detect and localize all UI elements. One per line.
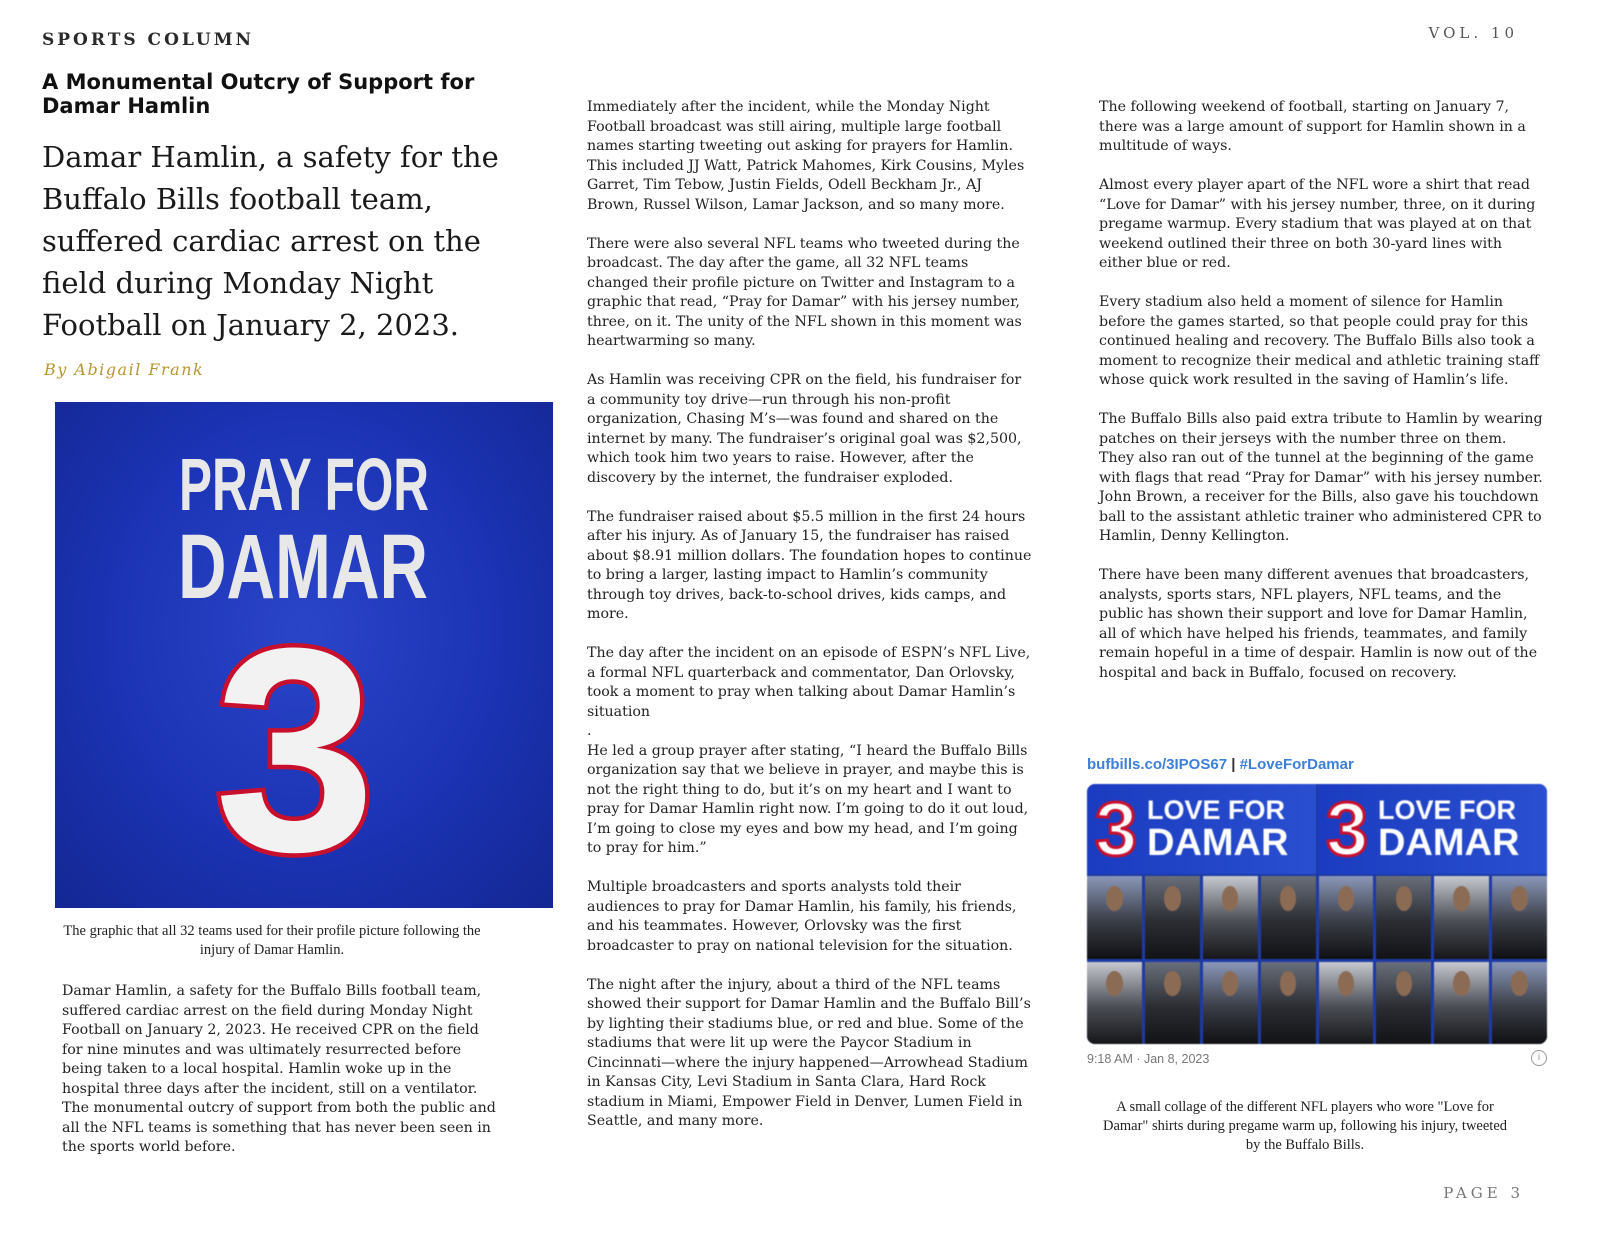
- player-photo: [1319, 876, 1374, 959]
- player-photo: [1087, 962, 1142, 1045]
- player-photo: [1203, 962, 1258, 1045]
- paragraph: The following weekend of football, starting on January 7, there was a large amount of support for Hamlin shown in a multitude of ways.: [1099, 99, 1526, 154]
- volume-number: VOL. 10: [1428, 24, 1518, 42]
- paragraph: As Hamlin was receiving CPR on the field, his fundraiser for a community toy drive—run through his non-profit organization, Chasing M’s—was found and shared on the internet by many. The fundraiser’s original goal was $2,500, which took him two years to raise. However, after the discovery by the internet, the fundraiser exploded.: [587, 372, 1022, 486]
- banner-line2: DAMAR: [1378, 822, 1520, 864]
- paragraph: Almost every player apart of the NFL wore a shirt that read “Love for Damar” with his jersey number, three, on it during pregame warmup. Every stadium that was played at on that weekend outlined their three on both 30-yard lines with either blue or red.: [1099, 177, 1536, 271]
- page-number: PAGE 3: [1443, 1184, 1524, 1202]
- tweet-caption: A small collage of the different NFL players who wore "Love for Damar" shirts during pregame warm up, following his injury, tweeted by the Buffalo Bills.: [1102, 1099, 1508, 1153]
- tweet-hashtag[interactable]: #LoveForDamar: [1239, 756, 1354, 773]
- article-headline: A Monumental Outcry of Support for Damar Hamlin: [42, 70, 475, 118]
- banner-line1: LOVE FOR: [1378, 795, 1517, 825]
- tweet-separator: |: [1231, 756, 1236, 773]
- graphic-line2: DAMAR: [178, 516, 428, 618]
- paragraph: There were also several NFL teams who tweeted during the broadcast. The day after the game, all 32 NFL teams changed their profile picture on Twitter and Instagram to a graphic that read, “Pray for Damar” with his jersey number, three, on it. The unity of the NFL shown in this moment was heartwarming so many.: [587, 235, 1022, 349]
- byline: By Abigail Frank: [44, 360, 205, 379]
- paragraph: The fundraiser raised about $5.5 million in the first 24 hours after his injury. As of January 15, the fundraiser has raised about $8.91 million dollars. The foundation hopes to continue to bring a larger, lasting impact to Hamlin’s community through toy drives, back-to-school drives, kids camps, and more.: [587, 508, 1032, 622]
- player-photo: [1434, 876, 1489, 959]
- banner-line1: LOVE FOR: [1147, 795, 1286, 825]
- love-for-damar-banner: [1318, 784, 1547, 874]
- tweet-link-line: [1087, 756, 1354, 773]
- love-for-damar-banner: [1087, 784, 1316, 874]
- right-column: [1099, 98, 1544, 703]
- player-collage-image: [1087, 784, 1547, 1044]
- tweet-link[interactable]: bufbills.co/3IPOS67: [1087, 756, 1228, 773]
- player-photo: [1376, 962, 1431, 1045]
- player-photo: [1145, 962, 1200, 1045]
- player-photo: [1319, 962, 1374, 1045]
- banner-text: [1147, 796, 1288, 862]
- tweet-timestamp: 9:18 AM · Jan 8, 2023: [1087, 1052, 1210, 1066]
- player-photo: [1376, 876, 1431, 959]
- banner-number: 3: [1326, 787, 1369, 872]
- embedded-tweet: [1087, 756, 1547, 1072]
- graphic-number: 3: [214, 588, 376, 908]
- player-photo: [1261, 962, 1316, 1045]
- graphic-caption: The graphic that all 32 teams used for their profile picture following the injury of Damar Hamlin.: [63, 923, 481, 958]
- paragraph: Immediately after the incident, while the Monday Night Football broadcast was still airing, multiple large football names starting tweeting out asking for prayers for Hamlin. This included JJ Watt, Patrick Mahomes, Kirk Cousins, Myles Garret, Tim Tebow, Justin Fields, Odell Beckham Jr., AJ Brown, Russel Wilson, Lamar Jackson, and so many more.: [587, 99, 1025, 213]
- paragraph: He led a group prayer after stating, “I heard the Buffalo Bills organization say that we believe in prayer, and maybe this is not the right thing to do, but it’s on my heart and I want to pray for Damar Hamlin right now. I’m going to do it out loud, I’m going to close my eyes and bow my head, and I’m going to pray for him.”: [587, 742, 1029, 856]
- section-label: SPORTS COLUMN: [42, 30, 255, 50]
- pray-for-damar-graphic: [55, 402, 553, 908]
- banner-text: [1378, 796, 1519, 862]
- player-photo: [1492, 876, 1547, 959]
- banner-number: 3: [1095, 787, 1138, 872]
- middle-column: [587, 98, 1032, 1151]
- article-deck: Damar Hamlin, a safety for the Buffalo Bills football team, suffered cardiac arrest on the field during Monday Night Football on January 2, 2023.: [42, 140, 499, 342]
- player-photo: [1434, 962, 1489, 1045]
- paragraph: The Buffalo Bills also paid extra tribute to Hamlin by wearing patches on their jerseys with the number three on them. They also ran out of the tunnel at the beginning of the game with flags that read “Pray for Damar” with his jersey number. John Brown, a receiver for the Bills, also gave his touchdown ball to the assistant athletic trainer who administered CPR to Hamlin, Denny Kellington.: [1099, 411, 1543, 544]
- paragraph: There have been many different avenues that broadcasters, analysts, sports stars, NFL players, NFL teams, and the public has shown their support and love for Damar Hamlin, all of which have helped his friends, teammates, and family remain hopeful in a time of despair. Hamlin is now out of the hospital and back in Buffalo, focused on recovery.: [1099, 567, 1538, 681]
- info-icon[interactable]: i: [1531, 1050, 1547, 1066]
- player-photo-grid: [1087, 876, 1547, 1044]
- paragraph: The day after the incident on an episode of ESPN’s NFL Live, a formal NFL quarterback and commentator, Dan Orlovsky, took a moment to pray when talking about Damar Hamlin’s situation: [587, 645, 1031, 720]
- paragraph: .: [587, 723, 592, 739]
- player-photo: [1261, 876, 1316, 959]
- player-photo: [1087, 876, 1142, 959]
- left-body-text: Damar Hamlin, a safety for the Buffalo Bills football team, suffered cardiac arrest on the field during Monday Night Football on January 2, 2023. He received CPR on the field for nine minutes and was ultimately resurrected before being taken to a local hospital. Hamlin woke up in the hospital three days after the incident, still on a ventilator. The monumental outcry of support from both the public and all the NFL teams is something that has never been seen in the sports world before.: [62, 983, 496, 1155]
- player-photo: [1145, 876, 1200, 959]
- paragraph: Every stadium also held a moment of silence for Hamlin before the games started, so that people could pray for this continued healing and recovery. The Buffalo Bills also took a moment to recognize their medical and athletic training staff whose quick work resulted in the saving of Hamlin’s life.: [1099, 294, 1540, 388]
- banner-line2: DAMAR: [1147, 822, 1289, 864]
- paragraph: Multiple broadcasters and sports analysts told their audiences to pray for Damar Hamlin, his family, his friends, and his teammates. However, Orlovsky was the first broadcaster to pray on national television for the situation.: [587, 879, 1017, 954]
- paragraph: The night after the injury, about a third of the NFL teams showed their support for Damar Hamlin and the Buffalo Bill’s by lighting their stadiums blue, or red and blue. Some of the stadiums that were lit up were the Paycor Stadium in Cincinnati—where the injury happened—Arrowhead Stadium in Kansas City, Levi Stadium in Santa Clara, Hard Rock stadium in Miami, Empower Field in Denver, Lumen Field in Seattle, and many more.: [587, 976, 1031, 1129]
- graphic-line1: PRAY FOR: [179, 443, 429, 526]
- player-photo: [1203, 876, 1258, 959]
- player-photo: [1492, 962, 1547, 1045]
